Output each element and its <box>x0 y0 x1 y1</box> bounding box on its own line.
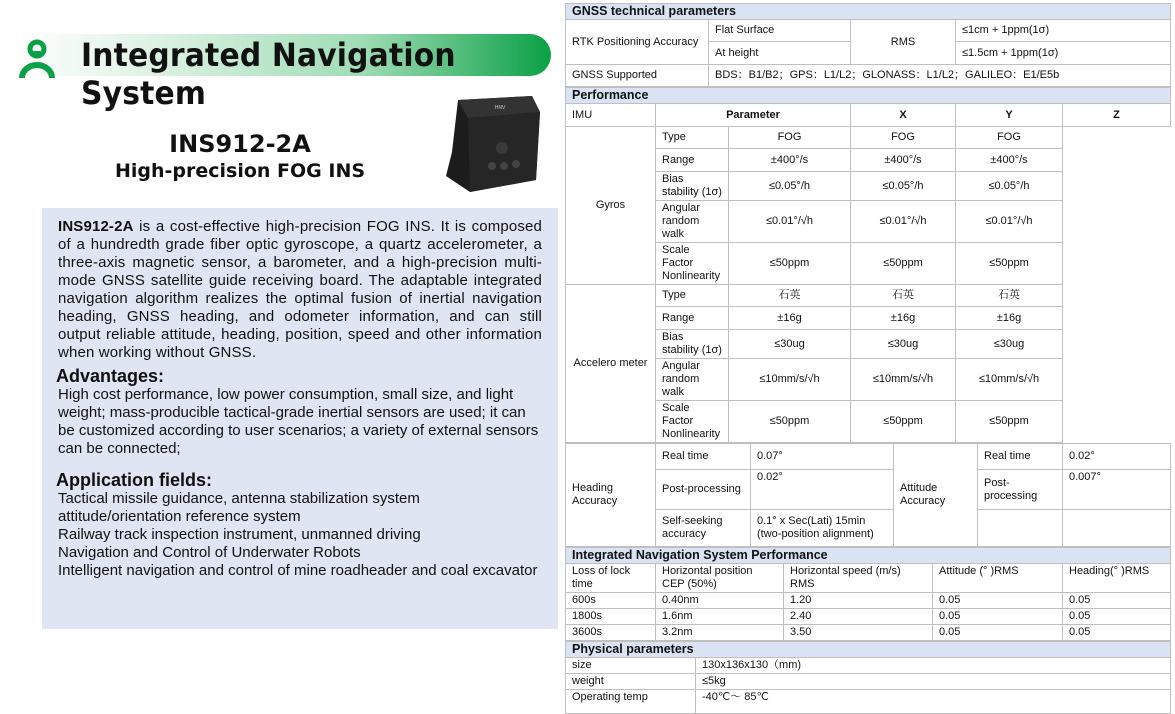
attitude-real-label: Real time <box>978 444 1063 470</box>
ins-section-title: Integrated Navigation System Performance <box>566 548 1171 564</box>
physical-cell: 130x136x130（mm) <box>696 658 1171 674</box>
heading-post-label: Post-processing <box>656 470 751 510</box>
attitude-real-value: 0.02° <box>1063 444 1171 470</box>
ins-cell: 1.6nm <box>656 609 784 625</box>
param-name: Angular random walk <box>656 201 729 243</box>
param-value: ±400°/s <box>956 149 1063 172</box>
application-item: Intelligent navigation and control of mine roadheader and coal excavator <box>58 562 538 579</box>
ins-header-row <box>566 564 1171 593</box>
flat-label: Flat Surface <box>709 20 851 42</box>
heading-accuracy-label: Heading Accuracy <box>566 444 656 547</box>
flat-value: ≤1cm + 1ppm(1σ) <box>956 20 1171 42</box>
ins-column-header: Horizontal speed (m/s) RMS <box>784 564 933 593</box>
y-header: Y <box>956 104 1063 127</box>
param-value: ≤30ug <box>851 330 956 359</box>
param-value: ≤10mm/s/√h <box>956 359 1063 401</box>
param-value: ≤10mm/s/√h <box>851 359 956 401</box>
param-name: Angular random walk <box>656 359 729 401</box>
physical-section-title: Physical parameters <box>566 642 1171 658</box>
ins-cell: 600s <box>566 593 656 609</box>
ins-column-header: Loss of lock time <box>566 564 656 593</box>
ins-column-header: Horizontal position CEP (50%) <box>656 564 784 593</box>
gnss-table <box>565 3 1171 87</box>
applications-heading: Application fields: <box>56 470 213 490</box>
page-title: Integrated Navigation System <box>81 36 456 112</box>
x-header: X <box>851 104 956 127</box>
empty-cell <box>978 510 1063 547</box>
param-value: FOG <box>729 127 851 149</box>
gnss-section-title: GNSS technical parameters <box>566 4 1171 20</box>
param-name: Scale Factor Nonlinearity <box>656 401 729 443</box>
ins-column-header: Heading(° )RMS <box>1063 564 1171 593</box>
intro-body: is a cost-effective high-precision FOG INS. It is composed of a hundredth grade fiber optic gyroscope, a quartz accelerometer, a three-axis magnetic sensor, a barometer, and a high-precision multi-mode GNSS satellite guide receiving board. The adaptable integrated navigation algorithm realizes the optimal fusion of inertial navigation heading, GNSS heading, and odometer information, and can still output reliable attitude, heading, position, speed and other information when working without GNSS. <box>58 218 542 361</box>
z-header: Z <box>1063 104 1171 127</box>
imu-row <box>566 172 1171 201</box>
param-value: FOG <box>851 127 956 149</box>
ins-row <box>566 625 1171 641</box>
performance-section-title: Performance <box>566 88 1171 104</box>
attitude-post-value: 0.007° <box>1063 470 1171 510</box>
spec-tables <box>565 3 1170 714</box>
imu-row <box>566 359 1171 401</box>
accel-label: Accelero meter <box>566 285 656 443</box>
heading-post-value: 0.02° <box>751 470 894 510</box>
param-name: Type <box>656 127 729 149</box>
ins-cell: 0.05 <box>1063 609 1171 625</box>
product-model: INS912-2A <box>169 130 311 158</box>
param-value: ≤50ppm <box>729 243 851 285</box>
application-item: Navigation and Control of Underwater Robots <box>58 544 361 561</box>
heading-self-label: Self-seeking accuracy <box>656 510 751 547</box>
physical-row <box>566 674 1171 690</box>
param-value: ≤50ppm <box>729 401 851 443</box>
param-value: ≤50ppm <box>851 243 956 285</box>
param-name: Bias stability (1σ) <box>656 172 729 201</box>
ins-device-image <box>440 92 544 196</box>
param-value: ±16g <box>729 307 851 330</box>
ins-cell: 1800s <box>566 609 656 625</box>
param-value: 石英 <box>729 285 851 307</box>
physical-cell: weight <box>566 674 696 690</box>
imu-label: IMU <box>566 104 656 127</box>
imu-row <box>566 330 1171 359</box>
param-value: FOG <box>956 127 1063 149</box>
param-value: 石英 <box>956 285 1063 307</box>
param-value: ≤30ug <box>956 330 1063 359</box>
param-value: ≤0.01°/√h <box>729 201 851 243</box>
param-name: Scale Factor Nonlinearity <box>656 243 729 285</box>
ins-cell: 0.05 <box>933 625 1063 641</box>
ins-cell: 3600s <box>566 625 656 641</box>
heading-real-label: Real time <box>656 444 751 470</box>
ins-cell: 0.05 <box>1063 593 1171 609</box>
imu-row <box>566 201 1171 243</box>
application-item: Railway track inspection instrument, unmanned driving <box>58 526 421 543</box>
param-name: Range <box>656 307 729 330</box>
param-value: ≤10mm/s/√h <box>729 359 851 401</box>
rtk-label: RTK Positioning Accuracy <box>566 20 709 65</box>
ins-row <box>566 609 1171 625</box>
param-value: 石英 <box>851 285 956 307</box>
param-value: ≤0.05°/h <box>851 172 956 201</box>
rms-label: RMS <box>851 20 956 65</box>
param-value: ±16g <box>851 307 956 330</box>
attitude-accuracy-label: Attitude Accuracy <box>894 444 978 547</box>
param-name: Type <box>656 285 729 307</box>
imu-row <box>566 401 1171 443</box>
application-item: Tactical missile guidance, antenna stabilization system attitude/orientation reference system <box>58 490 420 525</box>
ins-cell: 0.05 <box>1063 625 1171 641</box>
svg-text:HNV: HNV <box>494 105 506 111</box>
advantages-heading: Advantages: <box>56 366 165 386</box>
param-header: Parameter <box>656 104 851 127</box>
param-value: ≤50ppm <box>956 243 1063 285</box>
imu-row <box>566 307 1171 330</box>
param-value: ±16g <box>956 307 1063 330</box>
advantages-text: High cost performance, low power consumption, small size, and light weight; mass-producible tactical-grade inertial sensors are used; it can be customized according to user scenarios; a variety of external sensors can be connected; <box>58 386 539 457</box>
description-panel <box>42 208 558 629</box>
imu-row <box>566 285 1171 307</box>
imu-row <box>566 127 1171 149</box>
ins-row <box>566 593 1171 609</box>
height-value: ≤1.5cm + 1ppm(1σ) <box>956 42 1171 65</box>
physical-cell: Operating temp <box>566 690 696 714</box>
intro-model: INS912-2A <box>58 218 134 235</box>
ins-cell: 2.40 <box>784 609 933 625</box>
product-subtitle: High-precision FOG INS <box>114 160 366 182</box>
param-value: ≤0.01°/√h <box>851 201 956 243</box>
ins-cell: 3.50 <box>784 625 933 641</box>
heading-self-value: 0.1° x Sec(Lati) 15min (two-position alignment) <box>751 510 894 547</box>
param-name: Range <box>656 149 729 172</box>
physical-row <box>566 690 1171 714</box>
param-value: ±400°/s <box>851 149 956 172</box>
param-value: ±400°/s <box>729 149 851 172</box>
imu-row <box>566 149 1171 172</box>
physical-cell: -40℃～ 85℃ <box>696 690 1171 714</box>
param-value: ≤30ug <box>729 330 851 359</box>
param-value: ≤50ppm <box>956 401 1063 443</box>
ins-cell: 0.05 <box>933 593 1063 609</box>
intro-text <box>58 218 542 362</box>
physical-table <box>565 641 1171 714</box>
param-value: ≤50ppm <box>851 401 956 443</box>
ins-table <box>565 547 1171 641</box>
gnss-supported-value: BDS：B1/B2；GPS：L1/L2；GLONASS：L1/L2；GALILEO：E1/E5b <box>709 65 1171 87</box>
physical-cell: size <box>566 658 696 674</box>
ins-column-header: Attitude (° )RMS <box>933 564 1063 593</box>
ins-cell: 1.20 <box>784 593 933 609</box>
person-pin-icon <box>19 38 55 78</box>
ins-cell: 0.40nm <box>656 593 784 609</box>
param-value: ≤0.01°/√h <box>956 201 1063 243</box>
physical-cell: ≤5kg <box>696 674 1171 690</box>
param-name: Bias stability (1σ) <box>656 330 729 359</box>
param-value: ≤0.05°/h <box>956 172 1063 201</box>
heading-real-value: 0.07° <box>751 444 894 470</box>
attitude-post-label: Post-processing <box>978 470 1063 510</box>
ins-cell: 0.05 <box>933 609 1063 625</box>
param-value: ≤0.05°/h <box>729 172 851 201</box>
performance-table <box>565 87 1171 443</box>
empty-cell <box>1063 510 1171 547</box>
ins-cell: 3.2nm <box>656 625 784 641</box>
height-label: At height <box>709 42 851 65</box>
accuracy-table <box>565 443 1171 547</box>
gyros-label: Gyros <box>566 127 656 285</box>
imu-row <box>566 243 1171 285</box>
gnss-supported-label: GNSS Supported <box>566 65 709 87</box>
